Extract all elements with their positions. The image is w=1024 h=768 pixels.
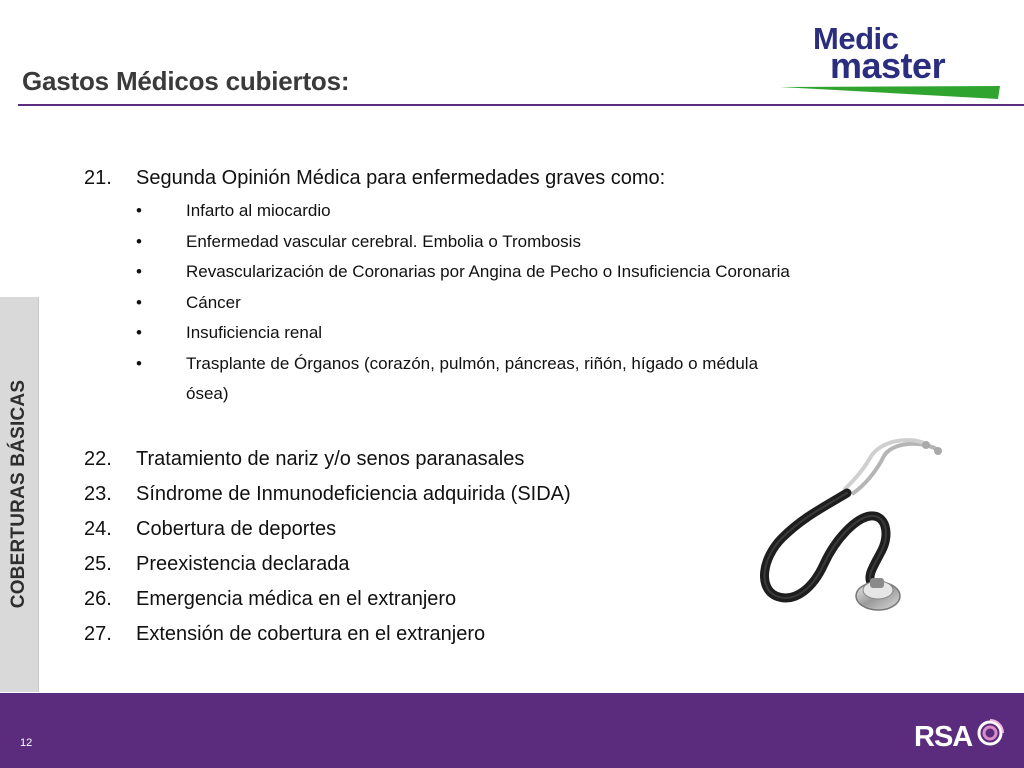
item-number: 27.	[84, 622, 112, 645]
list-item	[84, 617, 764, 652]
bullet-item	[84, 227, 764, 258]
bullet-spacer	[84, 379, 186, 410]
bullet-item	[84, 196, 764, 227]
bullet-icon: •	[136, 292, 142, 312]
item-number: 25.	[84, 552, 112, 575]
rsa-logo	[914, 717, 1009, 757]
item-number: 23.	[84, 482, 112, 505]
item-text: Síndrome de Inmunodeficiencia adquirida (SIDA)	[136, 482, 571, 505]
item-number: 22.	[84, 447, 112, 470]
item-text: Preexistencia declarada	[136, 552, 350, 575]
list-item-21	[84, 166, 764, 191]
bullet-text: Revascularización de Coronarias por Angina de Pecho o Insuficiencia Coronaria	[186, 262, 790, 281]
item-number: 21.	[84, 167, 112, 189]
slide-title: Gastos Médicos cubiertos:	[22, 66, 350, 96]
footer-bar	[0, 693, 1024, 768]
bullet-item	[84, 257, 790, 288]
bullet-text: Infarto al miocardio	[186, 201, 331, 220]
bullet-text: Enfermedad vascular cerebral. Embolia o Trombosis	[186, 231, 581, 251]
bullet-item	[84, 349, 764, 380]
medicmaster-logo	[780, 22, 1005, 102]
side-tab-label: COBERTURAS BÁSICAS	[8, 379, 29, 609]
list-item	[84, 547, 764, 582]
bullet-text: Trasplante de Órganos (corazón, pulmón, páncreas, riñón, hígado o médula	[186, 353, 759, 373]
bullet-icon: •	[136, 201, 142, 220]
list-item	[84, 582, 764, 617]
bullet-text: Insuficiencia renal	[186, 323, 323, 342]
numbered-list	[84, 442, 764, 652]
bullet-text: ósea)	[186, 384, 229, 403]
rsa-logo-text: RSA	[914, 721, 973, 753]
bullet-item	[84, 288, 764, 319]
item-number: 24.	[84, 517, 112, 540]
list-item	[84, 442, 764, 477]
rsa-swirl-icon	[974, 717, 1006, 749]
sub-list	[84, 196, 790, 410]
item-number: 26.	[84, 587, 112, 610]
content	[84, 166, 790, 652]
bullet-item-continuation	[84, 379, 764, 410]
title-rule	[18, 104, 1024, 106]
list-item	[84, 477, 764, 512]
list-item	[84, 512, 764, 547]
stethoscope-image	[752, 438, 944, 618]
bullet-icon: •	[136, 323, 142, 342]
item-text: Segunda Opinión Médica para enfermedades graves como:	[136, 167, 666, 189]
item-text: Tratamiento de nariz y/o senos paranasales	[136, 447, 525, 470]
bullet-icon: •	[136, 262, 142, 281]
bullet-icon: •	[136, 231, 142, 251]
bullet-item	[84, 318, 764, 349]
item-text: Emergencia médica en el extranjero	[136, 587, 457, 610]
bullet-icon: •	[136, 353, 142, 373]
bullet-text: Cáncer	[186, 292, 241, 312]
logo-text-medic: Medic	[813, 21, 899, 56]
logo-swoosh	[780, 82, 1002, 100]
logo-text-master: master	[830, 45, 946, 86]
item-text: Cobertura de deportes	[136, 517, 337, 540]
side-tab	[0, 297, 39, 692]
item-text: Extensión de cobertura en el extranjero	[136, 622, 486, 645]
page-number: 12	[20, 737, 33, 749]
